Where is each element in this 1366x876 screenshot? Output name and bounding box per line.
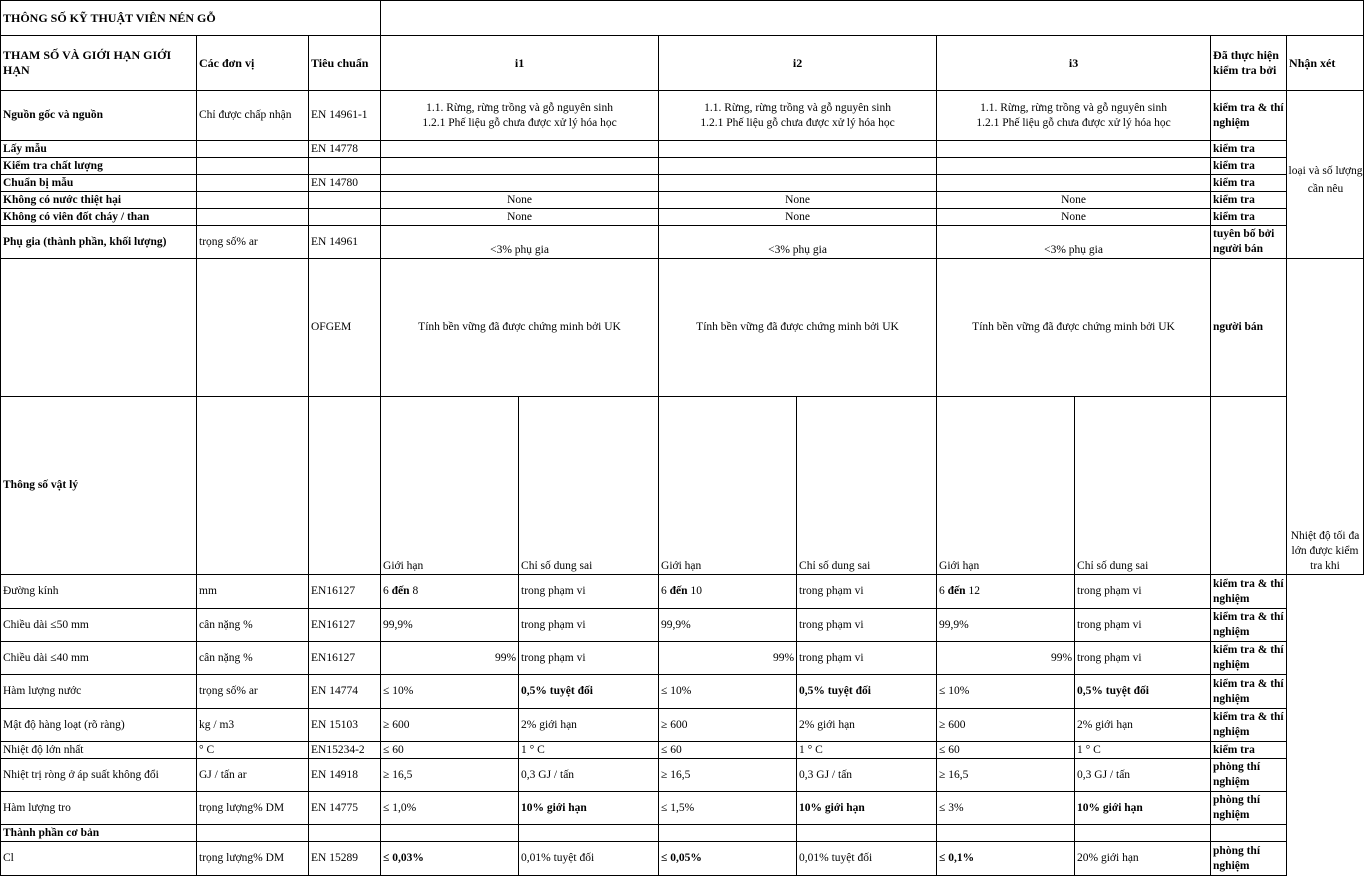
limit-i1: ≤ 60 bbox=[381, 742, 519, 759]
limit-i2: ≥ 600 bbox=[659, 709, 797, 742]
tolerance-i1: 0,5% tuyệt đối bbox=[519, 675, 659, 709]
tolerance-i2: 10% giới hạn bbox=[797, 792, 937, 825]
row-param: Hàm lượng nước bbox=[1, 675, 197, 709]
table-row bbox=[1, 642, 1364, 675]
value-i2: <3% phụ gia bbox=[659, 226, 937, 259]
tolerance-i2: 0,01% tuyệt đối bbox=[797, 842, 937, 876]
tolerance-i1: trong phạm vi bbox=[519, 575, 659, 609]
origin-i1 bbox=[381, 91, 659, 141]
row-unit: mm bbox=[197, 575, 309, 609]
limit-i2: ≥ 16,5 bbox=[659, 759, 797, 792]
row-standard: EN15234-2 bbox=[309, 742, 381, 759]
row-standard: EN 14780 bbox=[309, 175, 381, 192]
limit-i2: ≤ 10% bbox=[659, 675, 797, 709]
table-row bbox=[1, 209, 1364, 226]
limit-label: Giới hạn bbox=[937, 396, 1075, 574]
row-param: Nhiệt trị ròng ở áp suất không đổi bbox=[1, 759, 197, 792]
limit-i1: 6 đến 8 bbox=[381, 575, 519, 609]
value-i3: <3% phụ gia bbox=[937, 226, 1211, 259]
row-checked: kiểm tra & thí nghiệm bbox=[1211, 575, 1287, 609]
tolerance-i3: 10% giới hạn bbox=[1075, 792, 1211, 825]
limit-i1: ≤ 10% bbox=[381, 675, 519, 709]
tolerance-i3: trong phạm vi bbox=[1075, 609, 1211, 642]
header-unit: Các đơn vị bbox=[197, 36, 309, 91]
row-standard: EN 15289 bbox=[309, 842, 381, 876]
table-row bbox=[1, 742, 1364, 759]
limit-label: Giới hạn bbox=[659, 396, 797, 574]
limit-i2: 6 đến 10 bbox=[659, 575, 797, 609]
tolerance-i2: 1 ° C bbox=[797, 742, 937, 759]
tolerance-label: Chỉ số dung sai bbox=[797, 396, 937, 574]
origin-i2 bbox=[659, 91, 937, 141]
row-checked: kiểm tra & thí nghiệm bbox=[1211, 642, 1287, 675]
row-checked: kiểm tra bbox=[1211, 742, 1287, 759]
table-row bbox=[1, 675, 1364, 709]
row-checked: người bán bbox=[1211, 259, 1287, 397]
limit-i2: ≤ 60 bbox=[659, 742, 797, 759]
row-checked: kiểm tra bbox=[1211, 175, 1287, 192]
tolerance-i2: 0,5% tuyệt đối bbox=[797, 675, 937, 709]
limit-label: Giới hạn bbox=[381, 396, 519, 574]
row-param: Chuẩn bị mẫu bbox=[1, 175, 197, 192]
row-checked: kiểm tra & thí nghiệm bbox=[1211, 709, 1287, 742]
row-checked: phòng thí nghiệm bbox=[1211, 792, 1287, 825]
value-i3: Tính bền vững đã được chứng minh bởi UK bbox=[937, 259, 1211, 397]
row-param: Cl bbox=[1, 842, 197, 876]
table-row bbox=[1, 91, 1364, 141]
row-standard: EN 14961-1 bbox=[309, 91, 381, 141]
tolerance-i1: 2% giới hạn bbox=[519, 709, 659, 742]
tolerance-i2: 0,3 GJ / tấn bbox=[797, 759, 937, 792]
row-param: Lấy mẫu bbox=[1, 141, 197, 158]
row-standard: EN16127 bbox=[309, 609, 381, 642]
table-row bbox=[1, 609, 1364, 642]
limit-i3: ≤ 60 bbox=[937, 742, 1075, 759]
tolerance-i1: 10% giới hạn bbox=[519, 792, 659, 825]
limit-i3: ≥ 600 bbox=[937, 709, 1075, 742]
limit-i3: ≤ 10% bbox=[937, 675, 1075, 709]
tolerance-label: Chỉ số dung sai bbox=[519, 396, 659, 574]
origin-line: 1.2.1 Phế liệu gỗ chưa được xử lý hóa học bbox=[700, 116, 895, 129]
limit-i2: ≤ 1,5% bbox=[659, 792, 797, 825]
row-standard: EN 14961 bbox=[309, 226, 381, 259]
tolerance-i2: 2% giới hạn bbox=[797, 709, 937, 742]
value-i2: None bbox=[659, 192, 937, 209]
limit-i2: 99% bbox=[659, 642, 797, 675]
table-row bbox=[1, 759, 1364, 792]
row-param: Phụ gia (thành phần, khối lượng) bbox=[1, 226, 197, 259]
limit-i3: 6 đến 12 bbox=[937, 575, 1075, 609]
row-standard: EN 14778 bbox=[309, 141, 381, 158]
row-param: Chiều dài ≤40 mm bbox=[1, 642, 197, 675]
section-title: Thành phần cơ bản bbox=[1, 825, 197, 842]
limit-i1: 99% bbox=[381, 642, 519, 675]
header-i3: i3 bbox=[937, 36, 1211, 91]
table-row bbox=[1, 709, 1364, 742]
row-checked: kiểm tra & thí nghiệm bbox=[1211, 609, 1287, 642]
section-row bbox=[1, 825, 1364, 842]
limit-i3: 99% bbox=[937, 642, 1075, 675]
origin-line: 1.2.1 Phế liệu gỗ chưa được xử lý hóa học bbox=[422, 116, 617, 129]
tolerance-i2: trong phạm vi bbox=[797, 609, 937, 642]
limit-i1: ≥ 16,5 bbox=[381, 759, 519, 792]
row-unit: trọng lượng% DM bbox=[197, 792, 309, 825]
value-i2: None bbox=[659, 209, 937, 226]
title-spacer bbox=[381, 1, 1364, 36]
table-row bbox=[1, 575, 1364, 609]
tolerance-i1: 1 ° C bbox=[519, 742, 659, 759]
origin-line: 1.2.1 Phế liệu gỗ chưa được xử lý hóa học bbox=[976, 116, 1171, 129]
value-i3: None bbox=[937, 192, 1211, 209]
limit-i1: 99,9% bbox=[381, 609, 519, 642]
row-param: Không có nước thiệt hại bbox=[1, 192, 197, 209]
remark-cell bbox=[1287, 259, 1364, 575]
header-i2: i2 bbox=[659, 36, 937, 91]
row-checked: phòng thí nghiệm bbox=[1211, 842, 1287, 876]
table-row bbox=[1, 192, 1364, 209]
limit-i3: ≤ 0,1% bbox=[937, 842, 1075, 876]
table-title: THÔNG SỐ KỸ THUẬT VIÊN NÉN GỖ bbox=[1, 1, 381, 36]
row-unit: trọng lượng% DM bbox=[197, 842, 309, 876]
row-unit: cân nặng % bbox=[197, 642, 309, 675]
row-checked: kiểm tra & thí nghiệm bbox=[1211, 675, 1287, 709]
row-unit: ° C bbox=[197, 742, 309, 759]
limit-i3: 99,9% bbox=[937, 609, 1075, 642]
tolerance-i3: 0,3 GJ / tấn bbox=[1075, 759, 1211, 792]
table-row bbox=[1, 792, 1364, 825]
row-standard: EN 14774 bbox=[309, 675, 381, 709]
remark-text: Nhiệt độ tối đa lớn được kiểm tra khi bbox=[1290, 530, 1360, 572]
row-standard: EN16127 bbox=[309, 575, 381, 609]
value-i3: None bbox=[937, 209, 1211, 226]
row-checked: phòng thí nghiệm bbox=[1211, 759, 1287, 792]
section-row bbox=[1, 396, 1364, 574]
row-unit: cân nặng % bbox=[197, 609, 309, 642]
row-checked: kiểm tra bbox=[1211, 192, 1287, 209]
table-row bbox=[1, 226, 1364, 259]
tolerance-i1: trong phạm vi bbox=[519, 642, 659, 675]
limit-i1: ≥ 600 bbox=[381, 709, 519, 742]
row-standard: EN 14775 bbox=[309, 792, 381, 825]
row-unit bbox=[197, 141, 309, 158]
row-param: Không có viên đốt cháy / than bbox=[1, 209, 197, 226]
tolerance-i2: trong phạm vi bbox=[797, 642, 937, 675]
header-checked-by: Đã thực hiện kiểm tra bởi bbox=[1211, 36, 1287, 91]
row-param: Đường kính bbox=[1, 575, 197, 609]
value-i1: None bbox=[381, 209, 659, 226]
row-unit: GJ / tấn ar bbox=[197, 759, 309, 792]
row-checked: kiểm tra & thí nghiệm bbox=[1211, 91, 1287, 141]
tolerance-i1: 0,3 GJ / tấn bbox=[519, 759, 659, 792]
tolerance-label: Chỉ số dung sai bbox=[1075, 396, 1211, 574]
origin-line: 1.1. Rừng, rừng trồng và gỗ nguyên sinh bbox=[426, 101, 613, 114]
row-standard: OFGEM bbox=[309, 259, 381, 397]
row-unit: trọng số% ar bbox=[197, 675, 309, 709]
table-row bbox=[1, 141, 1364, 158]
row-checked: kiểm tra bbox=[1211, 158, 1287, 175]
row-unit: Chỉ được chấp nhận bbox=[197, 91, 309, 141]
limit-i1: ≤ 1,0% bbox=[381, 792, 519, 825]
header-standard: Tiêu chuẩn bbox=[309, 36, 381, 91]
row-param: Mật độ hàng loạt (rõ ràng) bbox=[1, 709, 197, 742]
limit-i1: ≤ 0,03% bbox=[381, 842, 519, 876]
tolerance-i3: 0,5% tuyệt đối bbox=[1075, 675, 1211, 709]
section-title: Thông số vật lý bbox=[1, 396, 197, 574]
tolerance-i3: 2% giới hạn bbox=[1075, 709, 1211, 742]
row-checked: tuyên bố bởi người bán bbox=[1211, 226, 1287, 259]
value-i1: <3% phụ gia bbox=[381, 226, 659, 259]
header-i1: i1 bbox=[381, 36, 659, 91]
value-i1: None bbox=[381, 192, 659, 209]
row-param: Hàm lượng tro bbox=[1, 792, 197, 825]
limit-i2: 99,9% bbox=[659, 609, 797, 642]
header-param: THAM SỐ VÀ GIỚI HẠN GIỚI HẠN bbox=[1, 36, 197, 91]
table-row bbox=[1, 259, 1364, 397]
table-row bbox=[1, 175, 1364, 192]
row-unit: kg / m3 bbox=[197, 709, 309, 742]
row-param: Nhiệt độ lớn nhất bbox=[1, 742, 197, 759]
value-i1: Tính bền vững đã được chứng minh bởi UK bbox=[381, 259, 659, 397]
table-row bbox=[1, 842, 1364, 876]
tolerance-i1: 0,01% tuyệt đối bbox=[519, 842, 659, 876]
tolerance-i3: trong phạm vi bbox=[1075, 642, 1211, 675]
limit-i3: ≤ 3% bbox=[937, 792, 1075, 825]
row-checked: kiểm tra bbox=[1211, 209, 1287, 226]
header-remark: Nhận xét bbox=[1287, 36, 1364, 91]
tolerance-i3: 1 ° C bbox=[1075, 742, 1211, 759]
tolerance-i3: 20% giới hạn bbox=[1075, 842, 1211, 876]
row-standard: EN 15103 bbox=[309, 709, 381, 742]
origin-i3 bbox=[937, 91, 1211, 141]
value-i2: Tính bền vững đã được chứng minh bởi UK bbox=[659, 259, 937, 397]
remark-top: loại và số lượng cần nêu bbox=[1288, 165, 1363, 195]
row-checked: kiểm tra bbox=[1211, 141, 1287, 158]
row-param: Chiều dài ≤50 mm bbox=[1, 609, 197, 642]
origin-line: 1.1. Rừng, rừng trồng và gỗ nguyên sinh bbox=[980, 101, 1167, 114]
row-param: Kiểm tra chất lượng bbox=[1, 158, 197, 175]
row-standard: EN 14918 bbox=[309, 759, 381, 792]
limit-i3: ≥ 16,5 bbox=[937, 759, 1075, 792]
limit-i2: ≤ 0,05% bbox=[659, 842, 797, 876]
tolerance-i1: trong phạm vi bbox=[519, 609, 659, 642]
tolerance-i2: trong phạm vi bbox=[797, 575, 937, 609]
tolerance-i3: trong phạm vi bbox=[1075, 575, 1211, 609]
row-standard bbox=[309, 158, 381, 175]
table-row bbox=[1, 158, 1364, 175]
origin-line: 1.1. Rừng, rừng trồng và gỗ nguyên sinh bbox=[704, 101, 891, 114]
row-param: Nguồn gốc và nguồn bbox=[1, 91, 197, 141]
row-unit: trọng số% ar bbox=[197, 226, 309, 259]
row-standard: EN16127 bbox=[309, 642, 381, 675]
